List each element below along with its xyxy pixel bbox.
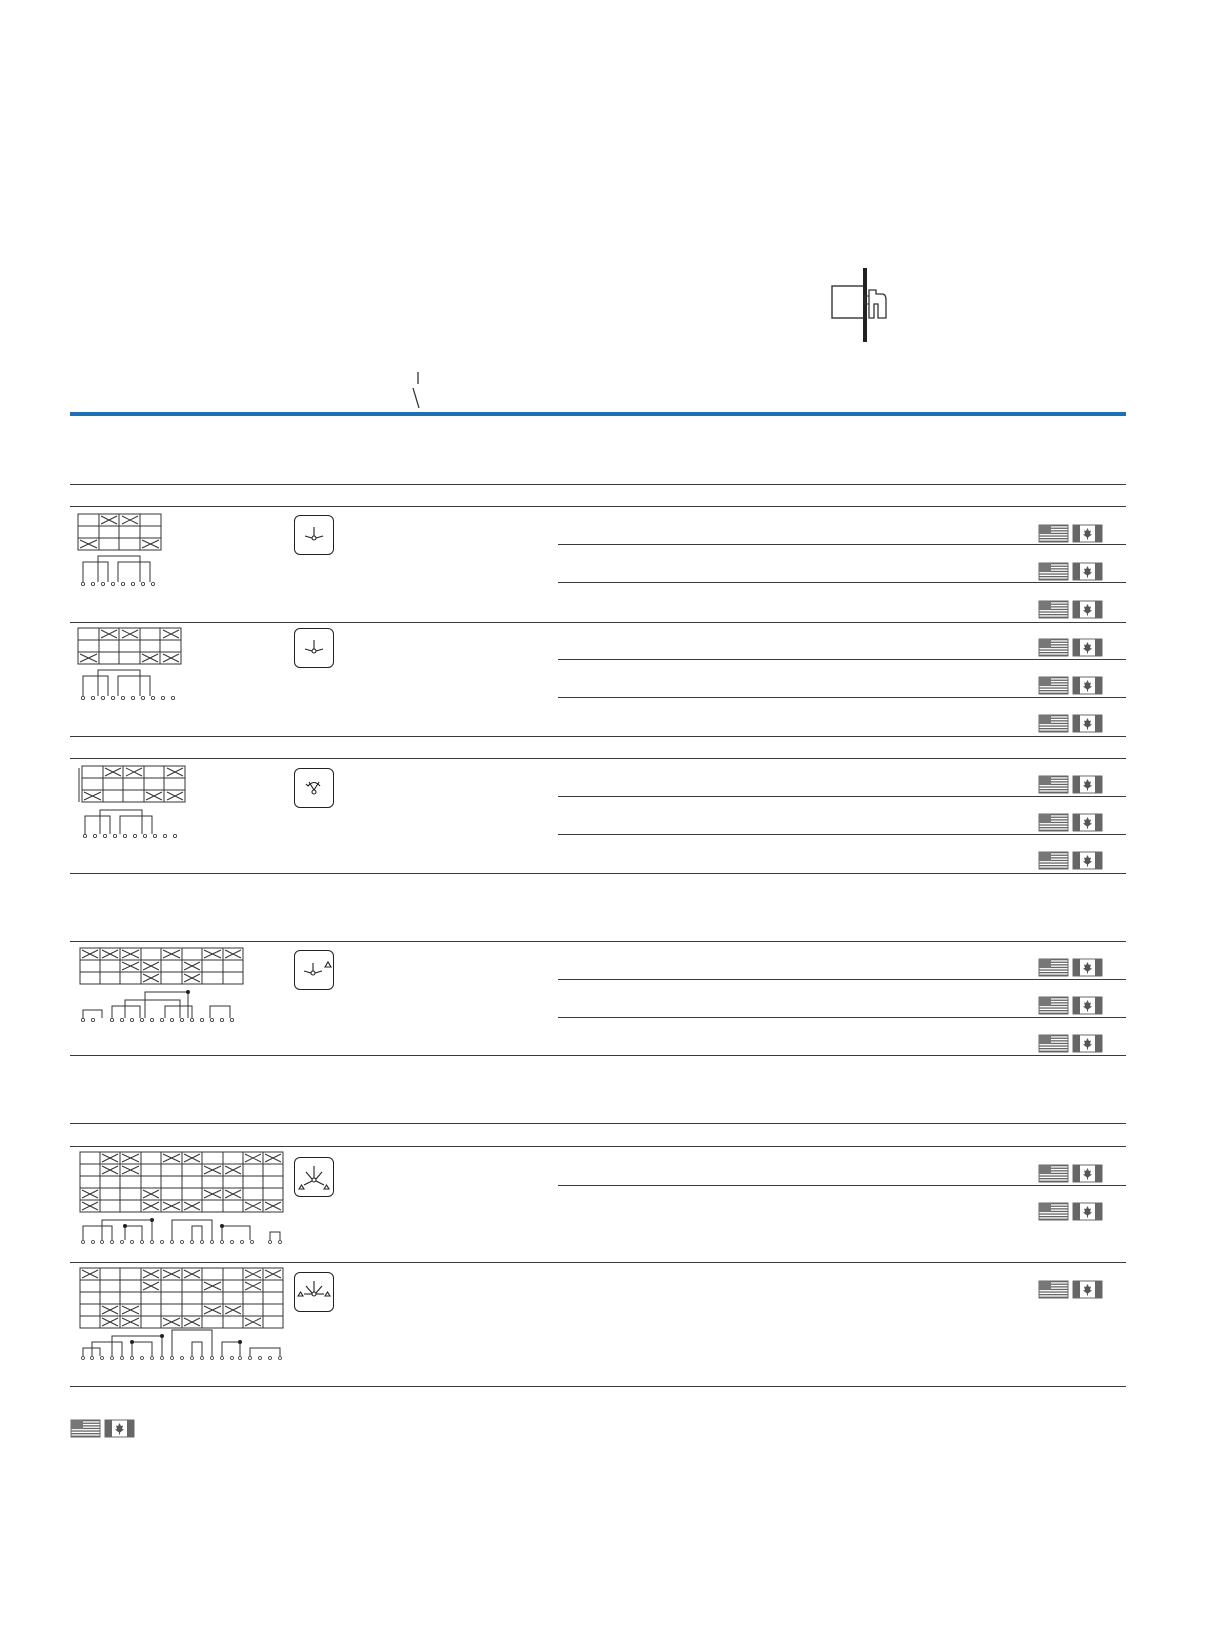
us-flag-icon — [1039, 677, 1068, 694]
approval-flags — [1039, 959, 1102, 976]
single-position-symbol-icon — [294, 515, 334, 555]
us-flag-icon — [1039, 1165, 1068, 1182]
us-flag-icon — [1039, 852, 1068, 869]
divider — [70, 506, 1126, 507]
canada-flag-icon — [1073, 852, 1102, 869]
variant-divider — [558, 1185, 1126, 1186]
approval-flags — [1039, 1035, 1102, 1052]
star-delta-symbol-icon — [294, 950, 334, 990]
variant-divider — [558, 1017, 1126, 1018]
variant-divider — [558, 796, 1126, 797]
canada-flag-icon — [1073, 525, 1102, 542]
approval-flags — [1039, 525, 1102, 542]
star-delta-reversing-symbol-icon — [294, 1157, 334, 1197]
divider — [70, 873, 1126, 874]
us-flag-icon — [1039, 563, 1068, 580]
switch-contact-symbol-icon — [410, 372, 422, 412]
approval-flags — [1039, 715, 1102, 732]
canada-flag-icon — [1073, 776, 1102, 793]
divider — [70, 1055, 1126, 1056]
canada-flag-icon — [1073, 601, 1102, 618]
approval-flags — [1039, 814, 1102, 831]
us-flag-icon — [1039, 1035, 1068, 1052]
approval-flags — [1039, 1203, 1102, 1220]
variant-divider — [558, 834, 1126, 835]
divider — [70, 941, 1126, 942]
approval-flags — [1039, 1281, 1102, 1298]
contact-diagram — [76, 766, 186, 842]
header-rule — [70, 412, 1126, 416]
delta-star-delta-symbol-icon — [294, 1272, 334, 1312]
approval-flags — [1039, 563, 1102, 580]
canada-flag-icon — [105, 1420, 134, 1437]
single-position-symbol-icon — [294, 628, 334, 668]
canada-flag-icon — [1073, 997, 1102, 1014]
canada-flag-icon — [1073, 814, 1102, 831]
approval-flags — [1039, 677, 1102, 694]
contact-diagram — [80, 1268, 290, 1364]
divider — [70, 736, 1126, 737]
us-flag-icon — [1039, 776, 1068, 793]
approval-flags — [1039, 639, 1102, 656]
contact-diagram — [80, 1152, 290, 1248]
divider — [70, 484, 1126, 485]
contact-diagram — [78, 628, 188, 704]
panel-mounted-rotary-switch-icon — [830, 268, 900, 344]
approval-flags — [1039, 997, 1102, 1014]
variant-divider — [558, 659, 1126, 660]
approval-flags — [1039, 601, 1102, 618]
approval-flags — [1039, 776, 1102, 793]
us-flag-icon — [71, 1420, 100, 1437]
us-flag-icon — [1039, 525, 1068, 542]
legend-approval-flags — [71, 1420, 134, 1437]
divider — [70, 1262, 1126, 1263]
us-flag-icon — [1039, 814, 1068, 831]
canada-flag-icon — [1073, 639, 1102, 656]
divider — [70, 1123, 1126, 1124]
contact-diagram — [78, 514, 188, 590]
variant-divider — [558, 979, 1126, 980]
canada-flag-icon — [1073, 677, 1102, 694]
variant-divider — [558, 697, 1126, 698]
variant-divider — [558, 544, 1126, 545]
auto-return-symbol-icon — [294, 768, 334, 808]
canada-flag-icon — [1073, 563, 1102, 580]
variant-divider — [558, 582, 1126, 583]
divider — [70, 622, 1126, 623]
us-flag-icon — [1039, 997, 1068, 1014]
us-flag-icon — [1039, 1281, 1068, 1298]
canada-flag-icon — [1073, 1281, 1102, 1298]
us-flag-icon — [1039, 639, 1068, 656]
canada-flag-icon — [1073, 1035, 1102, 1052]
divider — [70, 1146, 1126, 1147]
contact-diagram — [80, 948, 250, 1026]
us-flag-icon — [1039, 601, 1068, 618]
divider — [70, 758, 1126, 759]
canada-flag-icon — [1073, 715, 1102, 732]
approval-flags — [1039, 852, 1102, 869]
canada-flag-icon — [1073, 959, 1102, 976]
divider — [70, 1386, 1126, 1387]
canada-flag-icon — [1073, 1203, 1102, 1220]
us-flag-icon — [1039, 959, 1068, 976]
us-flag-icon — [1039, 1203, 1068, 1220]
approval-flags — [1039, 1165, 1102, 1182]
us-flag-icon — [1039, 715, 1068, 732]
canada-flag-icon — [1073, 1165, 1102, 1182]
